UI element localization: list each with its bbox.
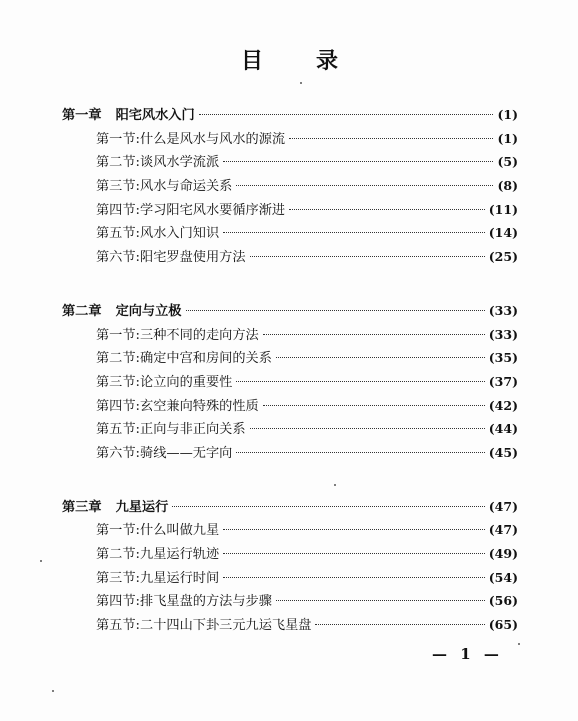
dot-leader — [289, 138, 493, 139]
section-label: 第三节:九星运行时间 — [96, 570, 220, 586]
section-entry[interactable] — [62, 370, 518, 394]
section-entry[interactable] — [62, 346, 518, 370]
page-number: (33) — [488, 302, 518, 318]
section-entry[interactable] — [62, 245, 518, 269]
page-number: (45) — [488, 444, 518, 460]
section-label: 第一节:什么是风水与风水的源流 — [96, 131, 286, 147]
section-entry[interactable] — [62, 613, 518, 637]
dot-leader — [276, 600, 485, 601]
section-entry[interactable] — [62, 566, 518, 590]
page-number: (8) — [497, 178, 518, 194]
section-label: 第五节:风水入门知识 — [96, 226, 220, 242]
chapter-title: 阳宅风水入门 — [115, 108, 195, 123]
dot-leader — [276, 357, 485, 358]
chapter-title: 九星运行 — [115, 499, 169, 515]
section-entry[interactable] — [62, 417, 518, 441]
section-entry[interactable] — [62, 174, 518, 198]
chapter-title: 定向与立极 — [115, 303, 182, 319]
title-char-2: 录 — [316, 49, 341, 74]
dot-leader — [315, 624, 484, 625]
page-number: (14) — [488, 225, 518, 241]
table-of-contents — [62, 103, 518, 647]
page-number: (54) — [488, 569, 518, 585]
section-label: 第一节:三种不同的走向方法 — [96, 327, 259, 343]
page-number: (47) — [488, 522, 518, 538]
dot-leader — [223, 577, 485, 578]
section-label: 第一节:什么叫做九星 — [96, 523, 220, 539]
page-number: (49) — [488, 546, 518, 561]
section-label: 第四节:玄空兼向特殊的性质 — [96, 398, 259, 414]
dot-leader — [236, 452, 484, 453]
section-label: 第二节:九星运行轨迹 — [96, 547, 220, 562]
chapter-label — [62, 300, 182, 324]
title-char-1: 目 — [241, 49, 266, 74]
section-label: 第四节:学习阳宅风水要循序渐进 — [96, 202, 286, 218]
section-label: 第六节:骑线——无字向 — [96, 445, 233, 461]
dot-leader — [172, 506, 484, 507]
section-entry[interactable] — [62, 150, 518, 174]
scan-speck — [334, 484, 336, 486]
page-number: (33) — [488, 326, 518, 342]
section-label: 第四节:排飞星盘的方法与步骤 — [96, 594, 272, 610]
dot-leader — [199, 114, 494, 115]
dot-leader — [223, 553, 485, 554]
section-label: 第三节:论立向的重要性 — [96, 374, 233, 390]
section-entry[interactable] — [62, 441, 518, 465]
section-label: 第二节:确定中宫和房间的关系 — [96, 351, 272, 367]
dot-leader — [263, 334, 485, 335]
scan-speck — [300, 82, 302, 84]
section-label: 第六节:阳宅罗盘使用方法 — [96, 250, 246, 266]
page-number: (25) — [488, 249, 518, 265]
section-label: 第五节:正向与非正向关系 — [96, 422, 246, 438]
dot-leader — [223, 529, 485, 530]
chapter-entry[interactable] — [62, 299, 518, 323]
dot-leader — [289, 209, 485, 210]
chapter-label — [62, 496, 168, 520]
chapter-group-3 — [62, 495, 518, 637]
dot-leader — [250, 256, 485, 257]
dot-leader — [236, 381, 484, 382]
chapter-entry[interactable] — [62, 103, 518, 127]
section-entry[interactable] — [62, 589, 518, 613]
section-label: 第三节:风水与命运关系 — [96, 179, 233, 195]
section-label: 第二节:谈风水学流派 — [96, 155, 220, 171]
dot-leader — [236, 185, 493, 186]
page-number: (1) — [497, 130, 518, 146]
dot-leader — [223, 161, 493, 162]
dot-leader — [250, 428, 485, 429]
page-number: (65) — [488, 617, 518, 633]
page-number: (5) — [497, 154, 518, 170]
section-label: 第五节:二十四山下卦三元九运飞星盘 — [96, 618, 312, 634]
chapter-group-2 — [62, 299, 518, 465]
section-entry[interactable] — [62, 542, 518, 566]
page-folio: — 1 — — [432, 645, 503, 663]
section-entry[interactable] — [62, 127, 518, 151]
dot-leader — [223, 232, 485, 233]
page-number: (42) — [488, 397, 518, 413]
chapter-number: 第一章 — [62, 108, 102, 123]
dot-leader — [263, 405, 485, 406]
scan-speck — [52, 690, 54, 692]
section-entry[interactable] — [62, 394, 518, 418]
dot-leader — [186, 310, 485, 311]
page-number: (37) — [488, 373, 518, 389]
chapter-number: 第二章 — [62, 303, 102, 319]
page-number: (35) — [488, 350, 518, 366]
section-entry[interactable] — [62, 221, 518, 245]
chapter-label — [62, 104, 195, 128]
page-number: (47) — [488, 498, 518, 514]
page-number: (11) — [488, 201, 518, 217]
page-number: (44) — [488, 421, 518, 437]
page-number: (1) — [497, 107, 518, 122]
chapter-number: 第三章 — [62, 499, 102, 515]
scan-speck — [40, 560, 42, 562]
section-entry[interactable] — [62, 518, 518, 542]
page-number: (56) — [488, 593, 518, 609]
section-entry[interactable] — [62, 198, 518, 222]
chapter-entry[interactable] — [62, 495, 518, 519]
scan-speck — [518, 643, 520, 645]
chapter-group-1 — [62, 103, 518, 269]
section-entry[interactable] — [62, 323, 518, 347]
